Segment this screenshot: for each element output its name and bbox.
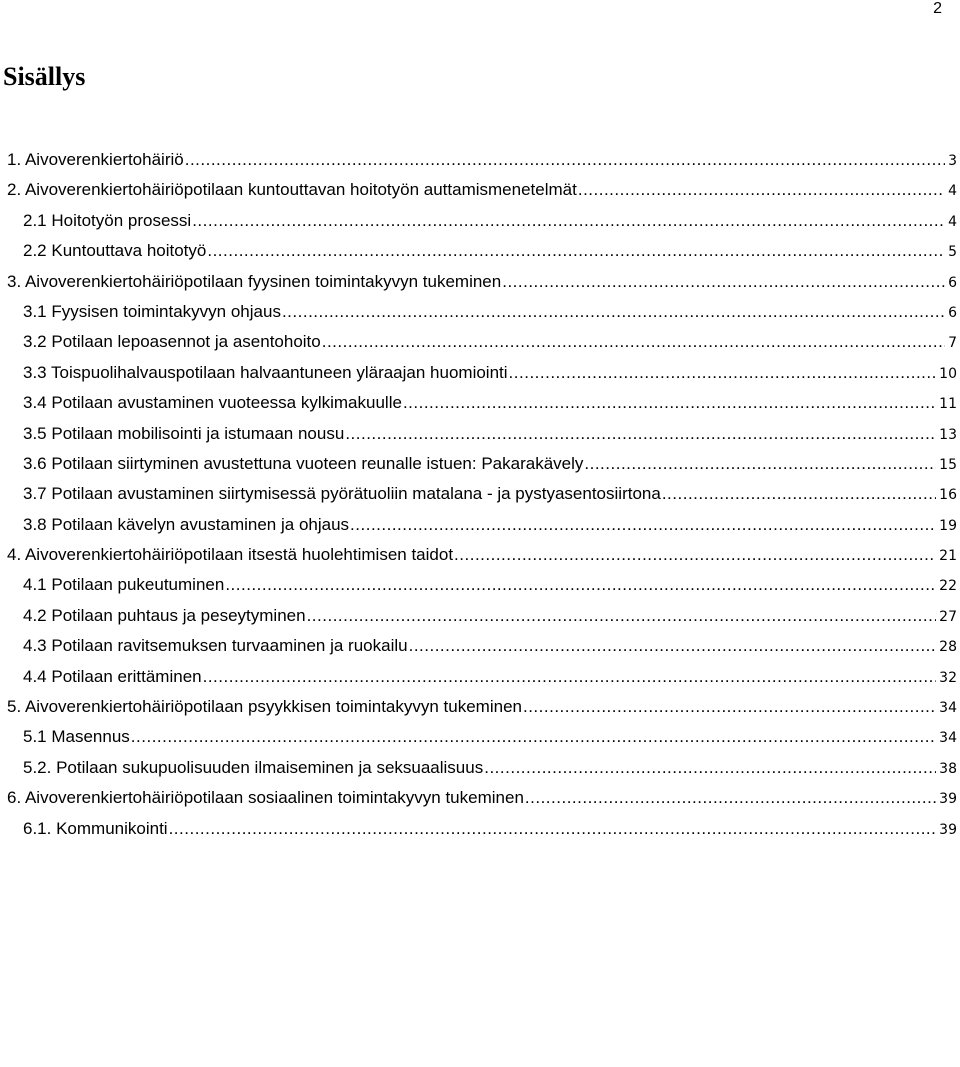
toc-entry[interactable] <box>7 424 957 454</box>
toc-entry[interactable] <box>7 180 957 210</box>
toc-entry-page: 6 <box>948 304 957 321</box>
toc-dot-leader <box>282 302 945 322</box>
toc-entry-page: 32 <box>939 669 957 686</box>
toc-dot-leader <box>207 241 945 261</box>
toc-dot-leader <box>662 484 936 504</box>
toc-entry-page: 34 <box>939 730 957 747</box>
toc-title: Sisällys <box>3 62 86 91</box>
toc-entry[interactable] <box>7 515 957 545</box>
toc-entry-page: 4 <box>948 183 957 200</box>
toc-entry-label: 3.3 Toispuolihalvauspotilaan halvaantuneen yläraajan huomiointi <box>23 362 508 382</box>
toc-entry-label: 3.5 Potilaan mobilisointi ja istumaan nousu <box>23 423 345 443</box>
toc-entry-label: 3.6 Potilaan siirtyminen avustettuna vuoteen reunalle istuen: Pakarakävely <box>23 453 584 473</box>
toc-entry-page: 10 <box>939 365 957 382</box>
toc-entry-label: 6. Aivoverenkiertohäiriöpotilaan sosiaalinen toimintakyvyn tukeminen <box>7 788 524 808</box>
toc-entry-label: 3.2 Potilaan lepoasennot ja asentohoito <box>23 332 321 352</box>
toc-dot-leader <box>584 454 936 474</box>
toc-entry-page: 39 <box>939 791 957 808</box>
toc-dot-leader <box>322 332 945 352</box>
toc-dot-leader <box>525 788 936 808</box>
toc-entry[interactable] <box>7 819 957 849</box>
toc-dot-leader <box>454 545 936 565</box>
toc-entry-label: 2.1 Hoitotyön prosessi <box>23 210 192 230</box>
toc-entry-label: 2.2 Kuntouttava hoitotyö <box>23 241 207 261</box>
toc-entry-label: 6.1. Kommunikointi <box>23 818 168 838</box>
toc-entry-label: 3.1 Fyysisen toimintakyvyn ohjaus <box>23 301 281 321</box>
toc-entry-page: 15 <box>939 456 957 473</box>
toc-entry-page: 21 <box>939 548 957 565</box>
toc-entry-label: 4. Aivoverenkiertohäiriöpotilaan itsestä huolehtimisen taidot <box>7 545 454 565</box>
toc-entry-page: 28 <box>939 639 957 656</box>
toc-entry-page: 34 <box>939 700 957 717</box>
toc-entry[interactable] <box>7 363 957 393</box>
toc-entry-page: 16 <box>939 487 957 504</box>
toc-entry-label: 1. Aivoverenkiertohäiriö <box>7 150 184 169</box>
toc-entry-label: 3.4 Potilaan avustaminen vuoteessa kylkimakuulle <box>23 393 402 413</box>
toc-entry-page: 19 <box>939 517 957 534</box>
toc-entry[interactable] <box>7 272 957 302</box>
toc-dot-leader <box>185 150 945 170</box>
toc-dot-leader <box>131 727 936 747</box>
toc-dot-leader <box>225 575 936 595</box>
toc-entry-page: 13 <box>939 426 957 443</box>
toc-entry-label: 3. Aivoverenkiertohäiriöpotilaan fyysinen toimintakyvyn tukeminen <box>7 271 502 291</box>
toc-entry[interactable] <box>7 241 957 271</box>
toc-entry-label: 3.8 Potilaan kävelyn avustaminen ja ohjaus <box>23 514 350 534</box>
toc-entry-page: 4 <box>948 213 957 230</box>
toc-entry-label: 5.2. Potilaan sukupuolisuuden ilmaiseminen ja seksuaalisuus <box>23 757 484 777</box>
toc-entry[interactable] <box>7 606 957 636</box>
toc-dot-leader <box>523 697 936 717</box>
toc-dot-leader <box>345 424 936 444</box>
toc-entry-page: 11 <box>939 396 957 413</box>
toc-entry-label: 2. Aivoverenkiertohäiriöpotilaan kuntouttavan hoitotyön auttamismenetelmät <box>7 180 577 200</box>
toc-entry[interactable] <box>7 788 957 818</box>
toc-dot-leader <box>509 363 937 383</box>
toc-entry[interactable] <box>7 454 957 484</box>
toc-dot-leader <box>502 272 945 292</box>
toc-entry[interactable] <box>7 545 957 575</box>
toc-entry-page: 39 <box>939 821 957 838</box>
toc-dot-leader <box>169 819 937 839</box>
toc-entry[interactable] <box>7 484 957 514</box>
toc-entry-label: 4.1 Potilaan pukeutuminen <box>23 575 225 595</box>
toc-dot-leader <box>203 667 937 687</box>
toc-entry-page: 38 <box>939 760 957 777</box>
toc-entry-label: 3.7 Potilaan avustaminen siirtymisessä pyörätuoliin matalana - ja pystyasentosiirtona <box>23 484 661 504</box>
toc-entry-label: 4.3 Potilaan ravitsemuksen turvaaminen ja ruokailu <box>23 636 408 656</box>
toc-entry-page: 7 <box>948 335 957 352</box>
toc-entry-page: 3 <box>948 153 957 169</box>
toc-entry-page: 6 <box>948 274 957 291</box>
toc-entry[interactable] <box>7 697 957 727</box>
toc-entry[interactable] <box>7 758 957 788</box>
toc-entry-page: 27 <box>939 608 957 625</box>
toc-entry-page: 22 <box>939 578 957 595</box>
toc-entry[interactable] <box>7 332 957 362</box>
toc-entry[interactable] <box>7 302 957 332</box>
toc-entry[interactable] <box>7 667 957 697</box>
toc-entry[interactable] <box>7 211 957 241</box>
toc-entry[interactable] <box>7 393 957 423</box>
toc-dot-leader <box>307 606 937 626</box>
toc-dot-leader <box>192 211 945 231</box>
toc-dot-leader <box>578 180 945 200</box>
toc-entry[interactable] <box>7 727 957 757</box>
toc-dot-leader <box>484 758 936 778</box>
toc-entry-label: 4.4 Potilaan erittäminen <box>23 666 202 686</box>
toc-entry-label: 5.1 Masennus <box>23 727 130 747</box>
toc-entry[interactable] <box>7 575 957 605</box>
toc-entry[interactable] <box>7 150 957 180</box>
toc-entry-page: 5 <box>948 244 957 261</box>
page-number: 2 <box>933 0 942 17</box>
toc-dot-leader <box>403 393 936 413</box>
table-of-contents <box>7 150 957 849</box>
toc-dot-leader <box>350 515 936 535</box>
toc-entry-label: 5. Aivoverenkiertohäiriöpotilaan psyykkisen toimintakyvyn tukeminen <box>7 697 522 717</box>
toc-entry[interactable] <box>7 636 957 666</box>
toc-entry-label: 4.2 Potilaan puhtaus ja peseytyminen <box>23 605 306 625</box>
toc-dot-leader <box>409 636 937 656</box>
